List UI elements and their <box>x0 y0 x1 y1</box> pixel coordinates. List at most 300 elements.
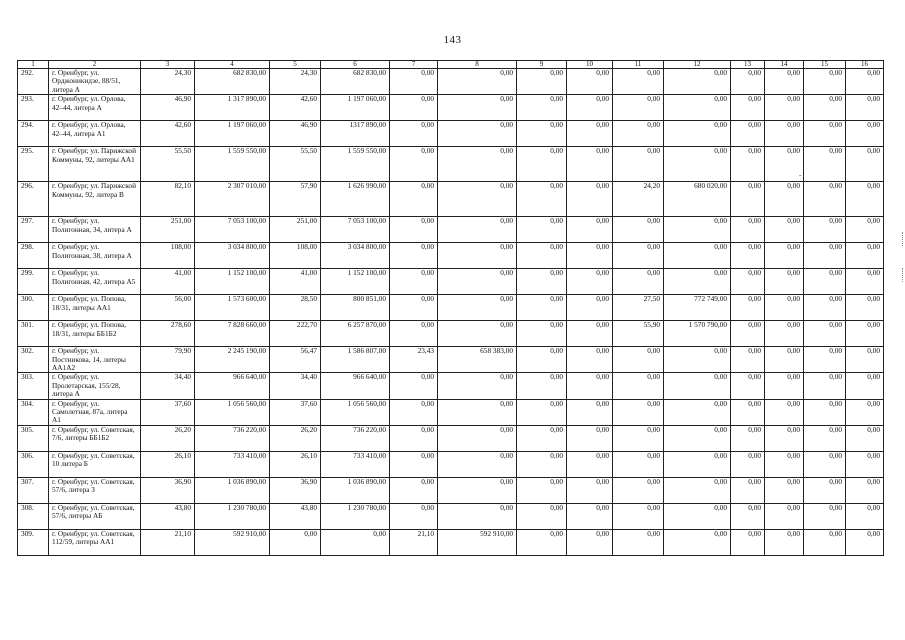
value-cell: 0,00 <box>613 347 664 373</box>
value-cell: 34,40 <box>141 373 195 399</box>
value-cell: 0,00 <box>438 217 517 243</box>
value-cell: 0,00 <box>804 425 846 451</box>
value-cell: 0,00 <box>390 182 438 217</box>
table-row <box>18 399 884 425</box>
value-cell: 0,00 <box>664 399 731 425</box>
value-cell: 24,30 <box>270 69 321 95</box>
value-cell: 0,00 <box>846 217 884 243</box>
value-cell: 736 220,00 <box>195 425 270 451</box>
address-cell: г. Оренбург, ул. Полигонная, 34, литера А <box>49 217 141 243</box>
value-cell: 0,00 <box>390 425 438 451</box>
table-row <box>18 69 884 95</box>
value-cell: 0,00 <box>390 95 438 121</box>
value-cell: 0,00 <box>664 69 731 95</box>
value-cell: 0,00 <box>731 217 765 243</box>
value-cell: 0,00 <box>567 121 613 147</box>
value-cell: 0,00 <box>613 269 664 295</box>
value-cell: 21,10 <box>390 529 438 555</box>
value-cell: 0,00 <box>567 269 613 295</box>
address-cell: г. Оренбург, ул. Советская, 57/6, литеры АБ <box>49 503 141 529</box>
value-cell: 800 851,00 <box>321 295 390 321</box>
value-cell: 0,00 <box>664 217 731 243</box>
value-cell: 0,00 <box>390 451 438 477</box>
value-cell: 0,00 <box>804 347 846 373</box>
value-cell: 3 034 800,00 <box>195 243 270 269</box>
value-cell: 0,00 <box>517 295 567 321</box>
value-cell: 0,00 <box>846 529 884 555</box>
value-cell: 0,00 <box>517 243 567 269</box>
value-cell: 0,00 <box>765 147 804 182</box>
value-cell: 0,00 <box>613 217 664 243</box>
value-cell: 0,00 <box>765 217 804 243</box>
value-cell: 1 036 890,00 <box>321 477 390 503</box>
value-cell: 0,00 <box>731 269 765 295</box>
address-cell: г. Оренбург, ул. Попова, 18/31, литеры АА1 <box>49 295 141 321</box>
value-cell: 0,00 <box>765 182 804 217</box>
value-cell: 0,00 <box>765 243 804 269</box>
value-cell: 0,00 <box>567 347 613 373</box>
value-cell: 0,00 <box>765 69 804 95</box>
value-cell: 0,00 <box>846 243 884 269</box>
value-cell: 0,00 <box>517 373 567 399</box>
value-cell: 0,00 <box>517 217 567 243</box>
value-cell: 0,00 <box>846 399 884 425</box>
row-number-cell: 295. <box>18 147 49 182</box>
table-row <box>18 503 884 529</box>
column-number-cell: 4 <box>195 61 270 69</box>
value-cell: 0,00 <box>438 121 517 147</box>
value-cell: 0,00 <box>804 529 846 555</box>
value-cell: 36,90 <box>270 477 321 503</box>
address-cell: г. Оренбург, ул. Парижской Коммуны, 92, литеры АА1 <box>49 147 141 182</box>
value-cell: 41,00 <box>141 269 195 295</box>
value-cell: 42,60 <box>270 95 321 121</box>
value-cell: 41,00 <box>270 269 321 295</box>
value-cell: 0,00 <box>438 182 517 217</box>
value-cell: 0,00 <box>270 529 321 555</box>
address-cell: г. Оренбург, ул. Советская, 7/6, литеры ББ1Б2 <box>49 425 141 451</box>
value-cell: 0,00 <box>321 529 390 555</box>
value-cell: 1 573 600,00 <box>195 295 270 321</box>
value-cell: 0,00 <box>390 295 438 321</box>
column-number-cell: 8 <box>438 61 517 69</box>
value-cell: 0,00 <box>390 69 438 95</box>
value-cell: 0,00 <box>517 269 567 295</box>
value-cell: 0,00 <box>613 69 664 95</box>
value-cell: 0,00 <box>846 503 884 529</box>
value-cell: 251,00 <box>270 217 321 243</box>
value-cell: 0,00 <box>664 503 731 529</box>
column-number-cell: 9 <box>517 61 567 69</box>
value-cell: 24,20 <box>613 182 664 217</box>
table-row <box>18 425 884 451</box>
value-cell: 0,00 <box>390 243 438 269</box>
row-number-cell: 292. <box>18 69 49 95</box>
value-cell: 0,00 <box>846 182 884 217</box>
value-cell: 0,00 <box>613 529 664 555</box>
table-row <box>18 269 884 295</box>
value-cell: 0,00 <box>390 269 438 295</box>
value-cell: 0,00 <box>567 147 613 182</box>
value-cell: 0,00 <box>567 373 613 399</box>
value-cell: 0,00 <box>765 347 804 373</box>
value-cell: 592 910,00 <box>438 529 517 555</box>
row-number-cell: 306. <box>18 451 49 477</box>
value-cell: 0,00 <box>517 425 567 451</box>
value-cell: 0,00 <box>567 425 613 451</box>
value-cell: 0,00 <box>517 182 567 217</box>
value-cell: 0,00 <box>438 321 517 347</box>
value-cell: 0,00 <box>846 295 884 321</box>
value-cell: 0,00 <box>438 503 517 529</box>
value-cell: 1 152 100,00 <box>321 269 390 295</box>
value-cell: 1 586 807,00 <box>321 347 390 373</box>
value-cell: 0,00 <box>846 95 884 121</box>
address-cell: г. Оренбург, ул. Советская, 57/6, литера З <box>49 477 141 503</box>
value-cell: 0,00 <box>613 425 664 451</box>
value-cell: 0,00 <box>846 425 884 451</box>
value-cell: 0,00 <box>390 321 438 347</box>
column-number-cell: 5 <box>270 61 321 69</box>
row-number-cell: 308. <box>18 503 49 529</box>
value-cell: 42,60 <box>141 121 195 147</box>
value-cell: 26,20 <box>270 425 321 451</box>
value-cell: 0,00 <box>438 147 517 182</box>
table-row <box>18 147 884 182</box>
value-cell: 0,00 <box>765 269 804 295</box>
value-cell: 0,00 <box>567 182 613 217</box>
value-cell: 682 830,00 <box>321 69 390 95</box>
row-number-cell: 302. <box>18 347 49 373</box>
value-cell: 43,80 <box>141 503 195 529</box>
value-cell: 251,00 <box>141 217 195 243</box>
table-row <box>18 373 884 399</box>
value-cell: 0,00 <box>664 425 731 451</box>
value-cell: 7 828 660,00 <box>195 321 270 347</box>
value-cell: 0,00 <box>846 121 884 147</box>
value-cell: 28,50 <box>270 295 321 321</box>
value-cell: 1 559 550,00 <box>321 147 390 182</box>
value-cell: 0,00 <box>804 69 846 95</box>
table-row <box>18 347 884 373</box>
value-cell: 0,00 <box>731 147 765 182</box>
table-row <box>18 243 884 269</box>
value-cell: 0,00 <box>804 373 846 399</box>
column-number-cell: 16 <box>846 61 884 69</box>
table-row <box>18 295 884 321</box>
value-cell: 0,00 <box>765 477 804 503</box>
column-number-cell: 15 <box>804 61 846 69</box>
value-cell: 0,00 <box>804 451 846 477</box>
value-cell: 0,00 <box>846 69 884 95</box>
value-cell: 26,20 <box>141 425 195 451</box>
value-cell: 0,00 <box>613 399 664 425</box>
address-cell: г. Оренбург, ул. Орлова, 42–44, литера А <box>49 95 141 121</box>
value-cell: 0,00 <box>438 243 517 269</box>
value-cell: 0,00 <box>731 503 765 529</box>
value-cell: 0,00 <box>664 147 731 182</box>
column-number-cell: 10 <box>567 61 613 69</box>
column-number-cell: 13 <box>731 61 765 69</box>
address-cell: г. Оренбург, ул. Самолетная, 87а, литера А1 <box>49 399 141 425</box>
value-cell: 0,00 <box>804 399 846 425</box>
column-number-cell: 12 <box>664 61 731 69</box>
value-cell: 1 317 890,00 <box>195 95 270 121</box>
value-cell: 0,00 <box>517 451 567 477</box>
value-cell: 0,00 <box>846 269 884 295</box>
row-number-cell: 296. <box>18 182 49 217</box>
value-cell: 0,00 <box>846 451 884 477</box>
address-cell: г. Оренбург, ул. Полигонная, 42, литера А5 <box>49 269 141 295</box>
value-cell: 0,00 <box>664 477 731 503</box>
value-cell: 55,50 <box>270 147 321 182</box>
value-cell: 0,00 <box>567 95 613 121</box>
value-cell: 0,00 <box>765 503 804 529</box>
value-cell: 55,50 <box>141 147 195 182</box>
value-cell: 7 053 100,00 <box>321 217 390 243</box>
row-number-cell: 307. <box>18 477 49 503</box>
value-cell: 1 197 060,00 <box>321 95 390 121</box>
row-number-cell: 298. <box>18 243 49 269</box>
value-cell: 0,00 <box>567 295 613 321</box>
value-cell: 0,00 <box>390 503 438 529</box>
value-cell: 0,00 <box>731 95 765 121</box>
value-cell: 21,10 <box>141 529 195 555</box>
value-cell: 0,00 <box>664 451 731 477</box>
value-cell: 26,10 <box>141 451 195 477</box>
address-cell: г. Оренбург, ул. Полигонная, 38, литера А <box>49 243 141 269</box>
value-cell: 108,00 <box>141 243 195 269</box>
value-cell: 0,00 <box>438 69 517 95</box>
value-cell: 0,00 <box>517 399 567 425</box>
value-cell: 0,00 <box>731 121 765 147</box>
value-cell: 1 056 560,00 <box>195 399 270 425</box>
value-cell: 3 034 800,00 <box>321 243 390 269</box>
table-row <box>18 217 884 243</box>
value-cell: 0,00 <box>390 121 438 147</box>
address-cell: г. Оренбург, ул. Парижской Коммуны, 92, литера В <box>49 182 141 217</box>
value-cell: 1 570 790,00 <box>664 321 731 347</box>
value-cell: 56,00 <box>141 295 195 321</box>
row-number-cell: 304. <box>18 399 49 425</box>
value-cell: 0,00 <box>804 182 846 217</box>
value-cell: 37,60 <box>141 399 195 425</box>
value-cell: 0,00 <box>846 373 884 399</box>
value-cell: 0,00 <box>804 217 846 243</box>
value-cell: 37,60 <box>270 399 321 425</box>
value-cell: 0,00 <box>804 95 846 121</box>
value-cell: 1 230 780,00 <box>195 503 270 529</box>
value-cell: 0,00 <box>567 477 613 503</box>
value-cell: 0,00 <box>765 95 804 121</box>
value-cell: 0,00 <box>567 243 613 269</box>
row-number-cell: 303. <box>18 373 49 399</box>
value-cell: 966 640,00 <box>195 373 270 399</box>
address-cell: г. Оренбург, ул. Советская, 112/59, литеры АА1 <box>49 529 141 555</box>
value-cell: 0,00 <box>731 69 765 95</box>
value-cell: 57,90 <box>270 182 321 217</box>
value-cell: 0,00 <box>664 95 731 121</box>
value-cell: 0,00 <box>765 529 804 555</box>
value-cell: 0,00 <box>438 425 517 451</box>
value-cell: 1 197 060,00 <box>195 121 270 147</box>
value-cell: 79,90 <box>141 347 195 373</box>
value-cell: 0,00 <box>438 269 517 295</box>
value-cell: 0,00 <box>517 503 567 529</box>
value-cell: 658 383,00 <box>438 347 517 373</box>
column-number-cell: 14 <box>765 61 804 69</box>
value-cell: 0,00 <box>567 451 613 477</box>
value-cell: 0,00 <box>804 477 846 503</box>
address-cell: г. Оренбург, ул. Орджоникидзе, 88/51, литера А <box>49 69 141 95</box>
value-cell: 278,60 <box>141 321 195 347</box>
page-number: 143 <box>443 34 462 46</box>
row-number-cell: 305. <box>18 425 49 451</box>
data-table <box>17 60 884 556</box>
margin-mark <box>900 232 903 246</box>
value-cell: 0,00 <box>517 529 567 555</box>
value-cell: 36,90 <box>141 477 195 503</box>
value-cell: 2 245 190,00 <box>195 347 270 373</box>
value-cell: 0,00 <box>664 121 731 147</box>
table-row <box>18 477 884 503</box>
address-cell: г. Оренбург, ул. Постникова, 14, литеры АА1А2 <box>49 347 141 373</box>
value-cell: 0,00 <box>731 477 765 503</box>
value-cell: 0,00 <box>390 373 438 399</box>
value-cell: 0,00 <box>731 529 765 555</box>
value-cell: 0,00 <box>765 451 804 477</box>
value-cell: 222,70 <box>270 321 321 347</box>
value-cell: 0,00 <box>804 269 846 295</box>
value-cell: 0,00 <box>438 451 517 477</box>
value-cell: 0,00 <box>517 347 567 373</box>
value-cell: 0,00 <box>613 121 664 147</box>
value-cell: 0,00 <box>846 477 884 503</box>
value-cell: 0,00 <box>765 373 804 399</box>
value-cell: 27,50 <box>613 295 664 321</box>
value-cell: 0,00 <box>731 399 765 425</box>
value-cell: 0,00 <box>731 347 765 373</box>
value-cell: 0,00 <box>731 425 765 451</box>
value-cell: 0,00 <box>731 321 765 347</box>
value-cell: 0,00 <box>804 503 846 529</box>
value-cell: 0,00 <box>438 477 517 503</box>
row-number-cell: 297. <box>18 217 49 243</box>
column-number-row <box>18 61 884 69</box>
value-cell: 1 626 990,00 <box>321 182 390 217</box>
value-cell: 733 410,00 <box>321 451 390 477</box>
value-cell: 0,00 <box>804 321 846 347</box>
value-cell: 55,90 <box>613 321 664 347</box>
address-cell: г. Оренбург, ул. Попова, 18/31, литеры ББ1Б2 <box>49 321 141 347</box>
table-row <box>18 529 884 555</box>
value-cell: 0,00 <box>664 347 731 373</box>
value-cell: 0,00 <box>517 147 567 182</box>
table-row <box>18 451 884 477</box>
column-number-cell: 1 <box>18 61 49 69</box>
stray-mark: - <box>799 171 802 179</box>
value-cell: 0,00 <box>804 121 846 147</box>
value-cell: 0,00 <box>765 425 804 451</box>
table-row <box>18 95 884 121</box>
value-cell: 0,00 <box>765 121 804 147</box>
value-cell: 46,90 <box>270 121 321 147</box>
column-number-cell: 6 <box>321 61 390 69</box>
value-cell: 966 640,00 <box>321 373 390 399</box>
row-number-cell: 294. <box>18 121 49 147</box>
value-cell: 0,00 <box>731 182 765 217</box>
value-cell: 0,00 <box>438 399 517 425</box>
value-cell: 0,00 <box>613 95 664 121</box>
value-cell: 46,90 <box>141 95 195 121</box>
value-cell: 0,00 <box>390 217 438 243</box>
value-cell: 772 749,00 <box>664 295 731 321</box>
value-cell: 0,00 <box>664 243 731 269</box>
column-number-cell: 7 <box>390 61 438 69</box>
value-cell: 0,00 <box>567 69 613 95</box>
table-row <box>18 182 884 217</box>
table-row <box>18 121 884 147</box>
value-cell: 1317 890,00 <box>321 121 390 147</box>
value-cell: 0,00 <box>517 477 567 503</box>
value-cell: 0,00 <box>613 147 664 182</box>
value-cell: 0,00 <box>804 147 846 182</box>
value-cell: 34,40 <box>270 373 321 399</box>
value-cell: 0,00 <box>765 399 804 425</box>
value-cell: 0,00 <box>765 321 804 347</box>
value-cell: 0,00 <box>613 373 664 399</box>
value-cell: 0,00 <box>390 399 438 425</box>
value-cell: 82,10 <box>141 182 195 217</box>
row-number-cell: 293. <box>18 95 49 121</box>
value-cell: 0,00 <box>567 399 613 425</box>
value-cell: 1 056 560,00 <box>321 399 390 425</box>
row-number-cell: 299. <box>18 269 49 295</box>
value-cell: 26,10 <box>270 451 321 477</box>
value-cell: 7 053 100,00 <box>195 217 270 243</box>
value-cell: 0,00 <box>517 95 567 121</box>
value-cell: 0,00 <box>567 503 613 529</box>
value-cell: 736 220,00 <box>321 425 390 451</box>
value-cell: 0,00 <box>517 69 567 95</box>
value-cell: 0,00 <box>390 147 438 182</box>
value-cell: 1 036 890,00 <box>195 477 270 503</box>
value-cell: 682 830,00 <box>195 69 270 95</box>
value-cell: 108,00 <box>270 243 321 269</box>
value-cell: 0,00 <box>846 147 884 182</box>
value-cell: 0,00 <box>567 217 613 243</box>
value-cell: 0,00 <box>517 321 567 347</box>
value-cell: 1 230 780,00 <box>321 503 390 529</box>
row-number-cell: 301. <box>18 321 49 347</box>
value-cell: 0,00 <box>846 347 884 373</box>
row-number-cell: 300. <box>18 295 49 321</box>
value-cell: 24,30 <box>141 69 195 95</box>
value-cell: 0,00 <box>765 295 804 321</box>
value-cell: 733 410,00 <box>195 451 270 477</box>
address-cell: г. Оренбург, ул. Советская, 10 литера Б <box>49 451 141 477</box>
column-number-cell: 3 <box>141 61 195 69</box>
value-cell: 0,00 <box>664 373 731 399</box>
value-cell: 56,47 <box>270 347 321 373</box>
value-cell: 23,43 <box>390 347 438 373</box>
value-cell: 0,00 <box>613 477 664 503</box>
value-cell: 1 559 550,00 <box>195 147 270 182</box>
value-cell: 0,00 <box>613 503 664 529</box>
value-cell: 0,00 <box>567 321 613 347</box>
value-cell: 0,00 <box>438 95 517 121</box>
value-cell: 0,00 <box>517 121 567 147</box>
